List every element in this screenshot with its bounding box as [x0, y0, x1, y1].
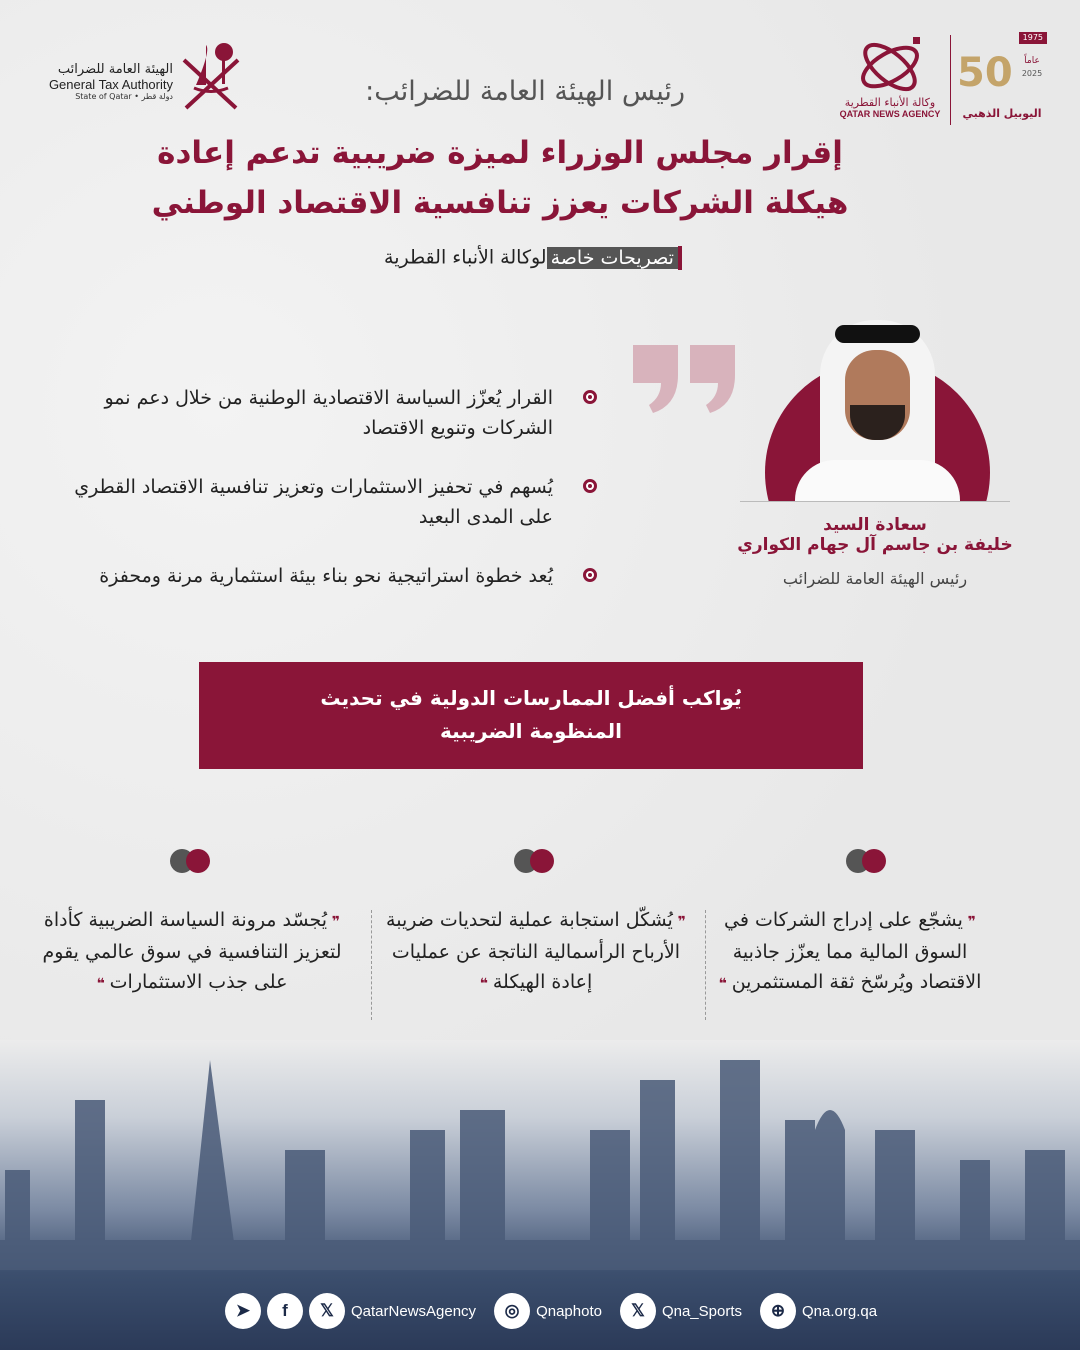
bullet-item: يُسهم في تحفيز الاستثمارات وتعزيز تنافسية الاقتصاد القطري على المدى البعيد — [65, 472, 605, 532]
bullet-item: القرار يُعزّز السياسة الاقتصادية الوطنية من خلال دعم نمو الشركات وتنويع الاقتصاد — [65, 383, 605, 443]
speaker-role: رئيس الهيئة العامة للضرائب — [782, 569, 968, 588]
telegram-icon[interactable]: ➤ — [225, 1293, 261, 1329]
dots-icon — [42, 845, 342, 875]
source-tag: تصريحات خاصةلوكالة الأنباء القطرية — [0, 246, 1070, 270]
gta-logo — [28, 40, 248, 115]
dots-icon — [386, 845, 686, 875]
skyline-silhouette-icon — [0, 1040, 1080, 1270]
x-icon[interactable]: 𝕏 — [620, 1293, 656, 1329]
instagram-icon[interactable]: ◎ — [494, 1293, 530, 1329]
speaker-portrait — [765, 320, 990, 502]
bullet-icon — [583, 568, 597, 582]
point-column: ❞ يُجسّد مرونة السياسة الضريبية كأداة لتعزيز التنافسية في سوق عالمي يقوم على جذب الاستثمارات ❝ — [42, 845, 342, 999]
headline — [0, 128, 1000, 228]
quote-mark-icon — [628, 340, 743, 415]
headline-line-1: إقرار مجلس الوزراء لميزة ضريبية تدعم إعادة — [157, 135, 843, 171]
x-icon[interactable]: 𝕏 — [309, 1293, 345, 1329]
point-column: ❞ يُشكّل استجابة عملية لتحديات ضريبة الأرباح الرأسمالية الناتجة عن عمليات إعادة الهيكلة ❝ — [386, 845, 686, 999]
qatar-emblem-icon — [176, 40, 246, 112]
speaker-honorific: سعادة السيد — [823, 515, 927, 535]
social-handle[interactable]: QatarNewsAgency — [351, 1302, 477, 1320]
golden-jubilee-logo — [957, 32, 1047, 127]
gta-name-en: General Tax Authority — [48, 77, 173, 92]
qna-emblem-icon — [855, 35, 930, 95]
speaker-name: خليفة بن جاسم آل جهام الكواري — [737, 535, 1013, 555]
social-handle[interactable]: Qnaphoto — [536, 1302, 602, 1320]
website-link[interactable]: Qna.org.qa — [802, 1302, 878, 1320]
jubilee-title: اليوبيل الذهبي — [962, 107, 1042, 120]
jubilee-year-start: 1975 — [1019, 32, 1047, 44]
kicker: رئيس الهيئة العامة للضرائب: — [365, 76, 685, 107]
bullet-icon — [583, 390, 597, 404]
jubilee-year-end: 2025 — [1021, 69, 1043, 78]
dots-icon — [700, 845, 1000, 875]
bullet-item: يُعد خطوة استراتيجية نحو بناء بيئة استثمارية مرنة ومحفزة — [65, 561, 605, 591]
gta-state: State of Qatar • دولة قطر — [75, 92, 173, 101]
headline-line-2: هيكلة الشركات يعزز تنافسية الاقتصاد الوطني — [151, 185, 849, 221]
social-handle[interactable]: Qna_Sports — [661, 1302, 742, 1320]
key-points — [65, 383, 605, 620]
facebook-icon[interactable]: f — [267, 1293, 303, 1329]
bullet-icon — [583, 479, 597, 493]
gta-name-ar: الهيئة العامة للضرائب — [57, 62, 173, 77]
qna-name-en: QATAR NEWS AGENCY — [839, 109, 941, 119]
qna-logo — [835, 30, 1050, 130]
qna-name-ar: وكالة الأنباء القطرية — [844, 96, 936, 109]
speaker-info — [735, 515, 1015, 588]
jubilee-sub: عاماً — [1024, 56, 1040, 66]
highlight-banner: يُواكب أفضل الممارسات الدولية في تحديث المنظومة الضريبية — [199, 662, 863, 769]
globe-icon[interactable]: ⊕ — [760, 1293, 796, 1329]
point-column: ❞ يشجّع على إدراج الشركات في السوق المالية مما يعزّز جاذبية الاقتصاد ويُرسّخ ثقة المستثمرين ❝ — [700, 845, 1000, 999]
social-bar — [225, 1292, 889, 1330]
jubilee-number: 50 — [957, 50, 1013, 96]
